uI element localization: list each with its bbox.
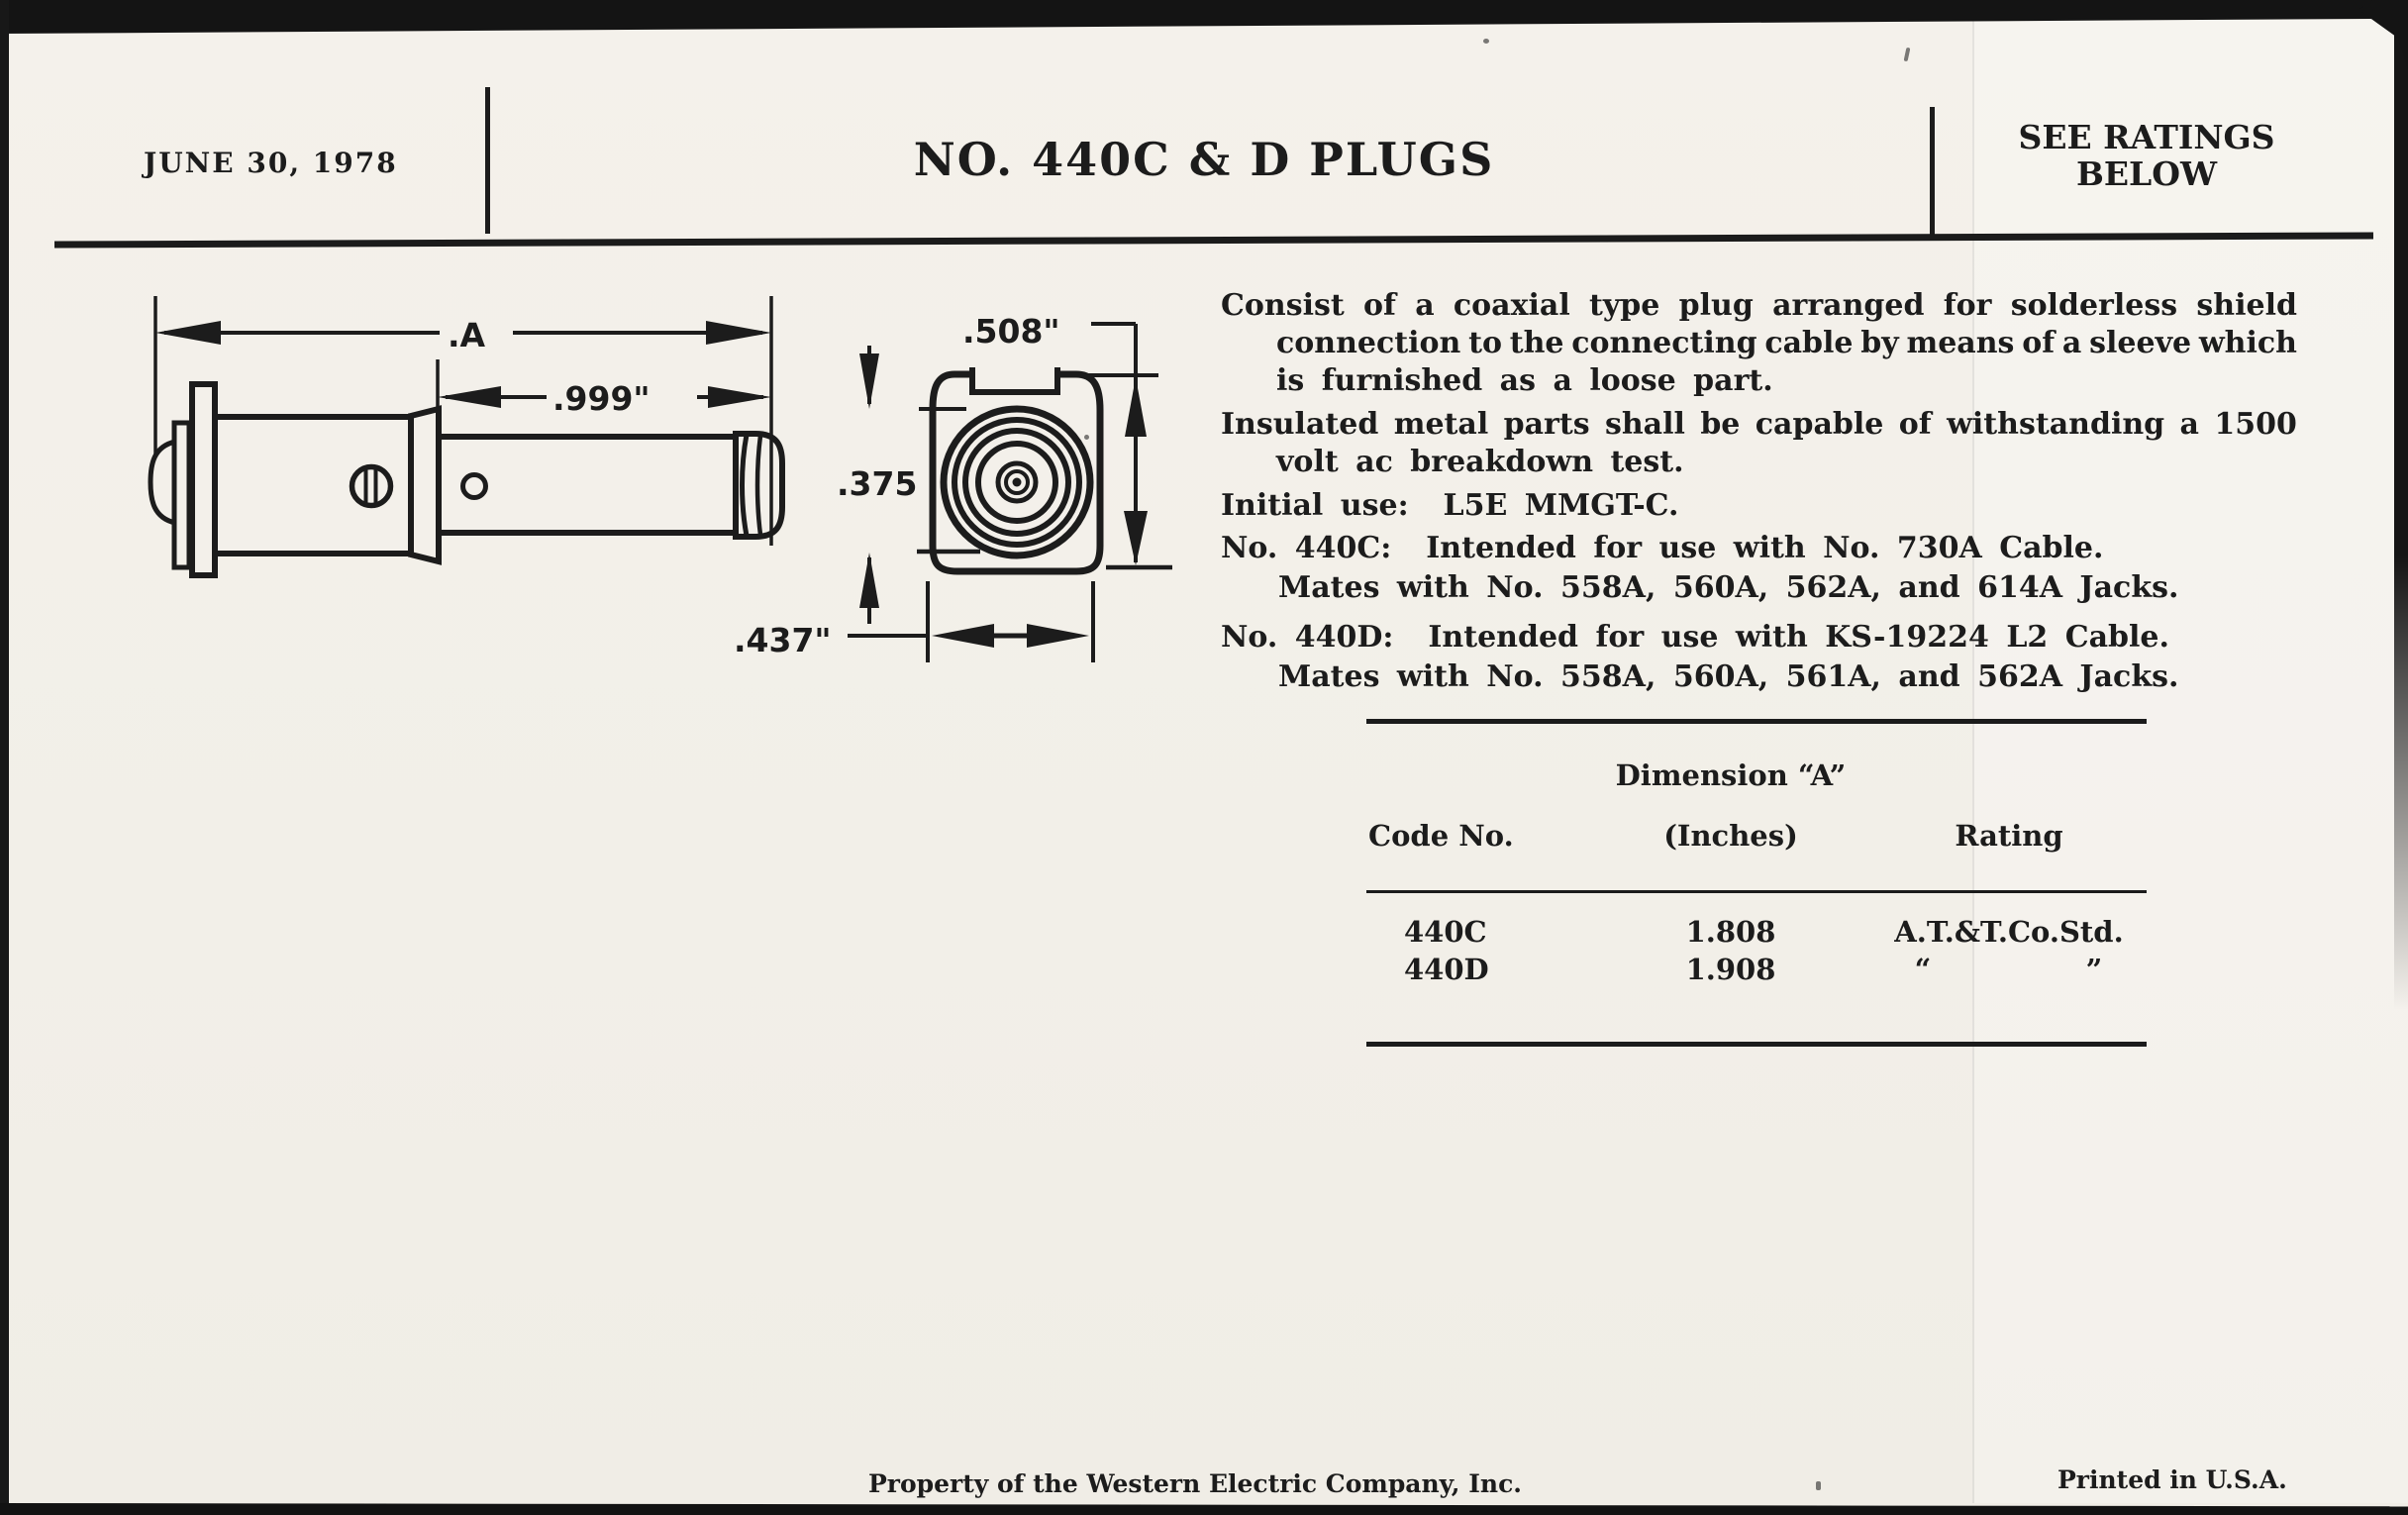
table-header-code: Code No. <box>1368 819 1514 853</box>
plug-tip-ridge-1 <box>743 435 748 536</box>
dim-375-arrow-top <box>859 354 879 409</box>
header-divider-left <box>485 87 490 234</box>
screw-head <box>352 467 391 506</box>
plug-body <box>215 417 411 554</box>
page-title: NO. 440C & D PLUGS <box>913 133 1495 186</box>
dim-508-label: .508" <box>962 312 1060 351</box>
table-header-dimension-1: Dimension “A” <box>1615 758 1847 792</box>
cell-rating-ditto: “ ” <box>1914 953 2104 986</box>
face-center-pin <box>1013 478 1022 487</box>
dim-a-label: .A <box>448 316 486 354</box>
table-rule-mid <box>1366 890 2147 893</box>
description-block <box>1221 278 2297 714</box>
description-line: No. 440C: Intended for use with No. 730A Cable. <box>1221 531 2104 565</box>
dim-999-arrow-left <box>438 386 501 408</box>
dim-a-arrow-right <box>706 321 771 345</box>
plug-end-knob <box>150 442 175 523</box>
screw-slot <box>366 469 376 503</box>
face-outline <box>933 374 1100 571</box>
cell-dimension: 1.908 <box>1685 953 1776 986</box>
cell-code: 440C <box>1404 915 1487 949</box>
ratings-table <box>1366 719 2147 1050</box>
face-ring-1 <box>944 409 1090 556</box>
table-rule-top <box>1366 719 2147 724</box>
dim-437-label: .437" <box>734 621 832 659</box>
face-ring-4 <box>978 444 1055 521</box>
dim-437-arrow-left <box>932 624 994 648</box>
face-ring-3 <box>965 431 1068 534</box>
description-line: Consist of a coaxial type plug arranged for solderless shield <box>1221 288 2297 323</box>
description-line: Mates with No. 558A, 560A, 561A, and 562A Jacks. <box>1278 659 2179 694</box>
dim-375-arrow-bottom <box>859 553 879 608</box>
plug-flange-plate-1 <box>174 423 189 567</box>
see-ratings-line1: SEE RATINGS <box>2018 118 2275 156</box>
description-line: volt ac breakdown test. <box>1276 445 1684 479</box>
issue-date: JUNE 30, 1978 <box>144 147 398 179</box>
see-ratings-line2: BELOW <box>2075 154 2218 193</box>
plug-barrel <box>439 437 736 533</box>
footer-property-note: Property of the Western Electric Company, Inc. <box>868 1469 1523 1498</box>
cell-dimension: 1.808 <box>1685 915 1776 949</box>
cell-code: 440D <box>1404 953 1489 986</box>
scan-speck <box>1483 39 1489 44</box>
face-notch <box>972 367 1057 392</box>
dim-437-arrow-right <box>1027 624 1089 648</box>
face-ring-5 <box>998 463 1036 501</box>
plug-flange-plate-2 <box>192 384 215 575</box>
description-line: Mates with No. 558A, 560A, 562A, and 614A Jacks. <box>1278 570 2179 605</box>
scan-speck <box>1816 1481 1821 1490</box>
dim-508-arrow-top <box>1125 377 1147 437</box>
face-ring-6 <box>1006 471 1028 493</box>
dim-999-label: .999" <box>552 379 651 418</box>
cell-rating: A.T.&T.Co.Std. <box>1894 915 2124 949</box>
table-rule-bottom <box>1366 1042 2147 1047</box>
dim-999-arrow-right <box>708 386 771 408</box>
dim-a-arrow-left <box>155 321 221 345</box>
table-header-rating: Rating <box>1955 819 2063 853</box>
description-line: is furnished as a loose part. <box>1276 363 1773 398</box>
description-line: No. 440D: Intended for use with KS-19224 L2 Cable. <box>1221 620 2169 655</box>
scan-edge-left <box>0 0 9 1515</box>
description-line: Initial use: L5E MMGT-C. <box>1221 488 1679 523</box>
dim-508-arrow-bottom <box>1124 511 1148 565</box>
plug-tip <box>736 434 782 537</box>
plug-tip-ridge-2 <box>757 436 760 535</box>
scan-edge-right <box>2394 0 2408 1010</box>
scan-speck <box>1084 435 1089 440</box>
header-divider-right <box>1930 107 1935 236</box>
description-line: Insulated metal parts shall be capable of withstanding a 1500 <box>1221 407 2297 442</box>
dim-375-label: .375 <box>837 464 918 503</box>
scan-speck <box>1904 48 1911 62</box>
footer-printed-note: Printed in U.S.A. <box>2057 1465 2287 1494</box>
description-line: connection to the connecting cable by means of a sleeve which <box>1276 326 2297 360</box>
table-header-dimension-2: (Inches) <box>1663 819 1798 853</box>
barrel-hole <box>463 475 486 498</box>
plug-collar <box>411 409 439 561</box>
see-ratings-note <box>2000 119 2293 192</box>
face-ring-2 <box>954 420 1079 545</box>
